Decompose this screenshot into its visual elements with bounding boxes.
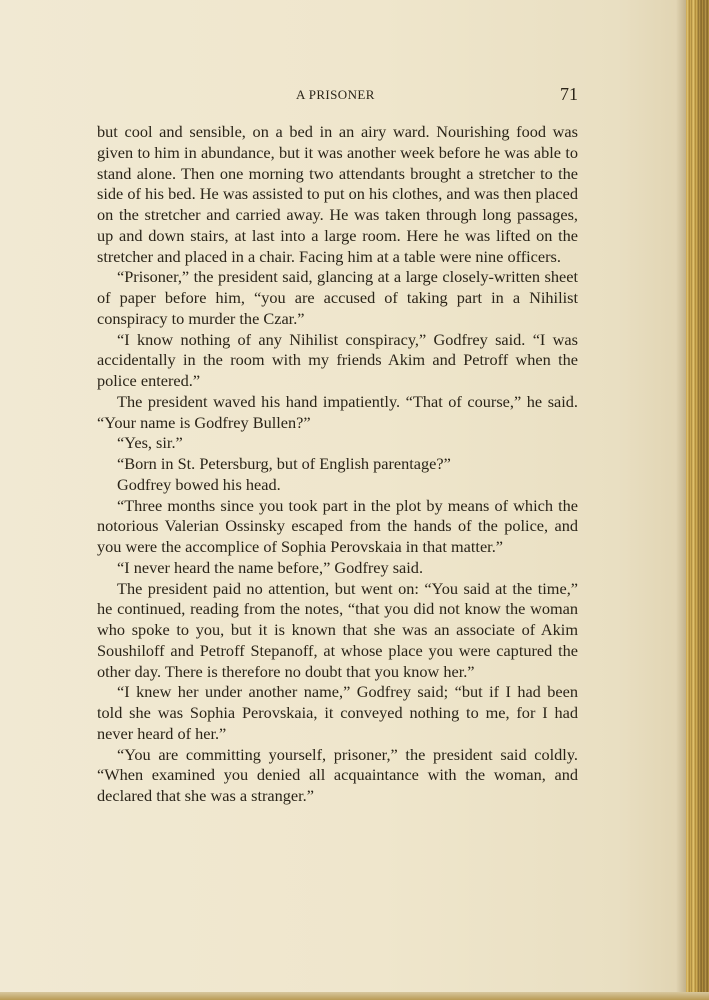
paragraph: “Born in St. Petersburg, but of English parentage?” [117, 454, 451, 473]
page-number: 71 [560, 84, 578, 104]
paragraph: “I never heard the name before,” Godfrey said. [117, 557, 424, 577]
body-text [97, 122, 578, 807]
book-bottom-edge [0, 992, 709, 1000]
paragraph: “Three months since you took part in the plot by means of which the notorious Valerian Ossinsky escaped from the hands of the police, and you were the accomplice of Sophia Perovskaia in that matter.” [97, 495, 578, 556]
paragraph: “You are committing yourself, prisoner,” the president said coldly. “When examined you denied all acquaintance with the woman, and declared that she was a stranger.” [97, 744, 578, 805]
paragraph: but cool and sensible, on a bed in an airy ward. Nourishing food was given to him in abundance, but it was another week before he was able to stand alone. Then one morning two attendants brought a stretcher to the side of his bed. He was assisted to put on his clothes, and was then placed on the stretcher and carried away. He was taken through long passages, up and down stairs, at last into a large room. Here he was lifted on the stretcher and placed in a chair. Facing him at a table were nine officers. [97, 122, 578, 266]
running-title: A PRISONER [296, 87, 375, 102]
paragraph: Godfrey bowed his head. [117, 474, 281, 494]
paragraph: “Prisoner,” the president said, glancing at a large closely-written sheet of paper before him, “you are accused of taking part in a Nihilist conspiracy to murder the Czar.” [97, 267, 578, 328]
paragraph: The president paid no attention, but went on: “You said at the time,” he continued, reading from the notes, “that you did not know the woman who spoke to you, but it is known that she was an associate of Akim Soushiloff and Petroff Stepanoff, at whose place you were captured the other day. There is therefore no doubt that you know her.” [97, 578, 578, 681]
paragraph: “I knew her under another name,” Godfrey said; “but if I had been told she was Sophia Perovskaia, it conveyed nothing to me, for I had never heard of her.” [97, 682, 578, 743]
paragraph: The president waved his hand impatiently. “That of course,” he said. “Your name is Godfrey Bullen?” [97, 391, 578, 432]
book-cover-edge [698, 0, 709, 1000]
paragraph: “I know nothing of any Nihilist conspiracy,” Godfrey said. “I was accidentally in the room with my friends Akim and Petroff when the police entered.” [97, 329, 578, 390]
paragraph: “Yes, sir.” [117, 433, 183, 453]
page-header [96, 84, 580, 106]
